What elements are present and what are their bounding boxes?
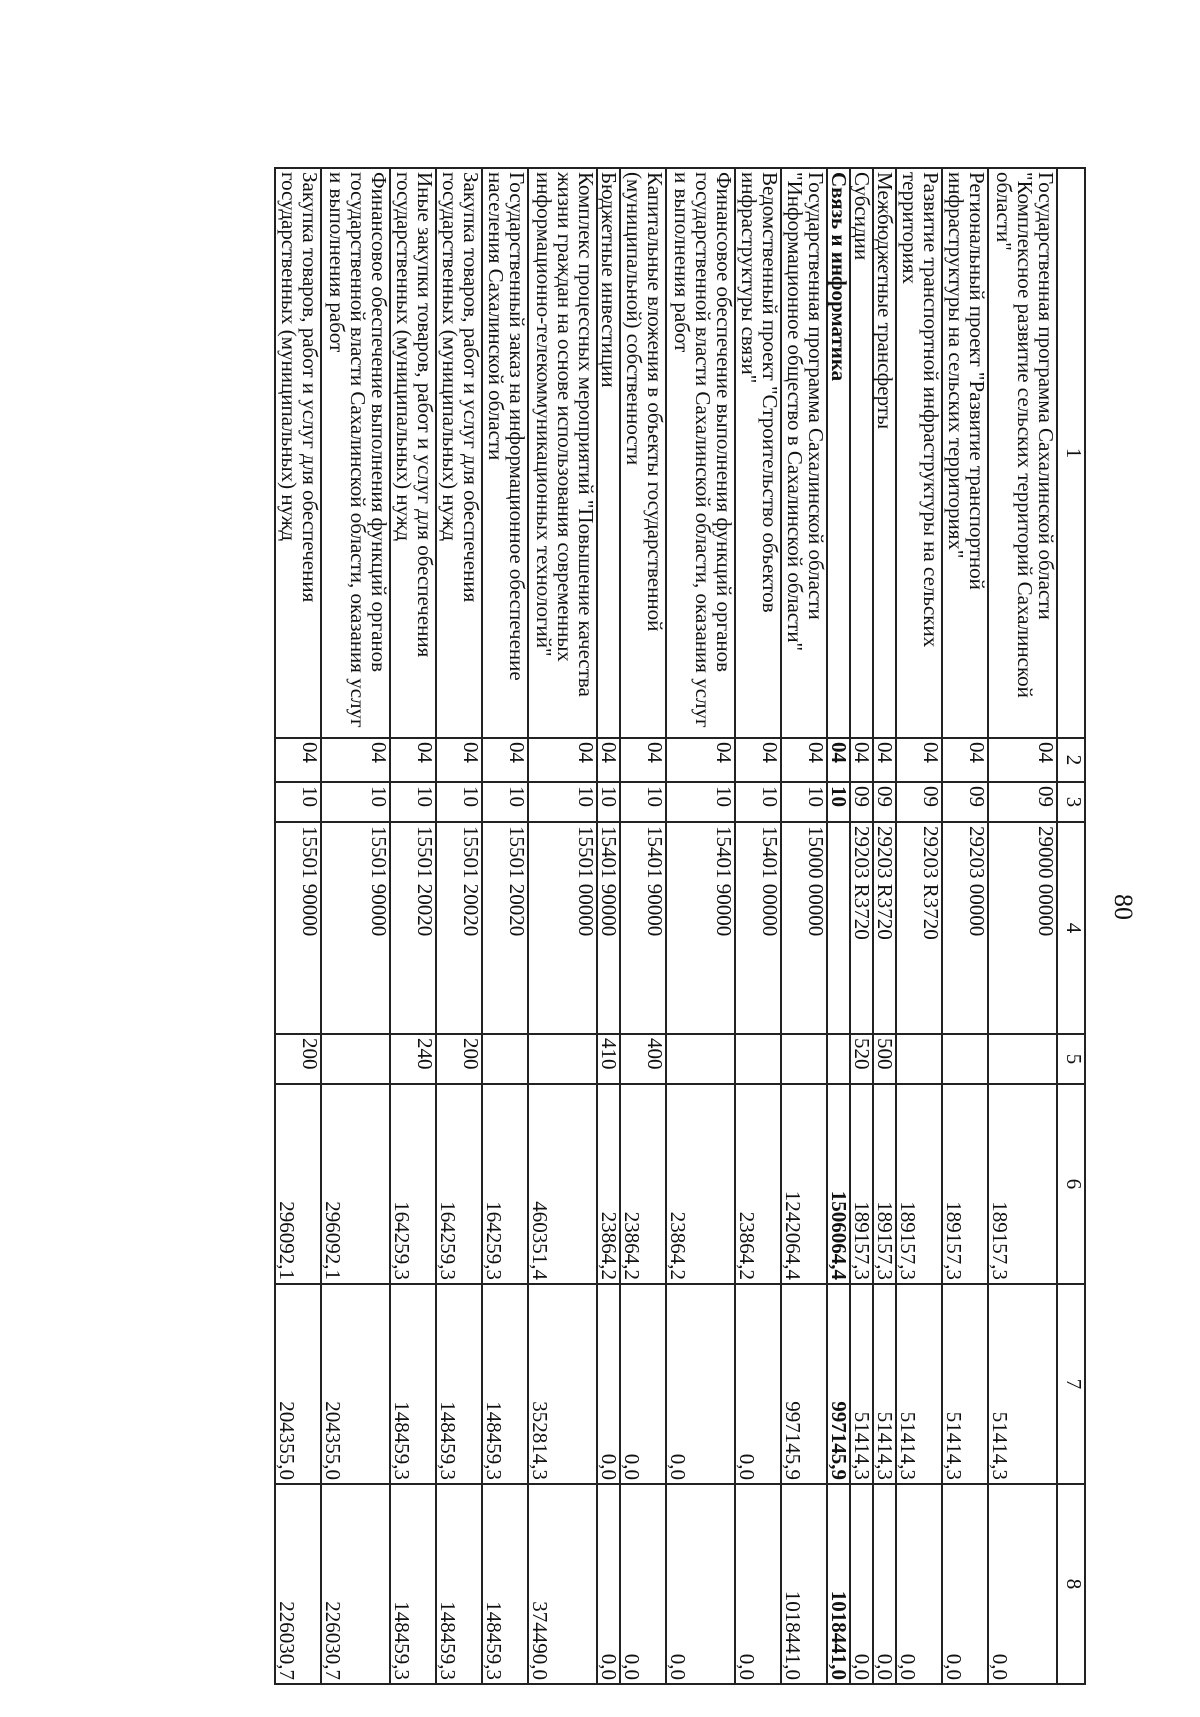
- row-name: Иные закупки товаров, работ и услуг для обеспечения государственных (муниципальных) нужд: [390, 168, 436, 738]
- page-number: 80: [1109, 894, 1138, 920]
- subsection-code: 10: [781, 782, 827, 822]
- column-header: 2: [1057, 738, 1085, 782]
- expense-type-code: 520: [850, 1034, 873, 1084]
- amount-year-3: 148459,3: [436, 1484, 482, 1684]
- amount-year-1: 164259,3: [436, 1084, 482, 1284]
- amount-year-2: 204355,0: [321, 1284, 390, 1484]
- subsection-code: 09: [942, 782, 988, 822]
- row-name: Бюджетные инвестиции: [597, 168, 620, 738]
- table-row: [620, 168, 666, 1684]
- column-header: 6: [1057, 1084, 1085, 1284]
- table-row: [666, 168, 735, 1684]
- target-article-code: 15401 90000: [597, 822, 620, 1034]
- row-name: Закупка товаров, работ и услуг для обеспечения государственных (муниципальных) нужд: [436, 168, 482, 738]
- subsection-code: 10: [666, 782, 735, 822]
- expense-type-code: 200: [436, 1034, 482, 1084]
- amount-year-1: 189157,3: [896, 1084, 942, 1284]
- expense-type-code: 410: [597, 1034, 620, 1084]
- target-article-code: 15401 90000: [620, 822, 666, 1034]
- expense-type-code: [896, 1034, 942, 1084]
- section-code: 04: [873, 738, 896, 782]
- amount-year-3: 1018441,0: [781, 1484, 827, 1684]
- subsection-code: 10: [436, 782, 482, 822]
- table-row: [321, 168, 390, 1684]
- row-name: Финансовое обеспечение выполнения функций органов государственной власти Сахалинской области, оказания услуг и выполнения работ: [321, 168, 390, 738]
- amount-year-3: 0,0: [988, 1484, 1057, 1684]
- target-article-code: 29000 00000: [988, 822, 1057, 1034]
- row-name: Развитие транспортной инфраструктуры на сельских территориях: [896, 168, 942, 738]
- amount-year-2: 51414,3: [850, 1284, 873, 1484]
- target-article-code: 15000 00000: [781, 822, 827, 1034]
- amount-year-2: 0,0: [620, 1284, 666, 1484]
- table-body: [275, 168, 1085, 1684]
- row-name: Субсидии: [850, 168, 873, 738]
- column-header: 1: [1057, 168, 1085, 738]
- row-name: Межбюджетные трансферты: [873, 168, 896, 738]
- amount-year-2: 148459,3: [436, 1284, 482, 1484]
- section-code: 04: [321, 738, 390, 782]
- amount-year-2: 51414,3: [896, 1284, 942, 1484]
- target-article-code: 15401 90000: [666, 822, 735, 1034]
- section-code: 04: [436, 738, 482, 782]
- expense-type-code: [321, 1034, 390, 1084]
- subsection-code: 09: [896, 782, 942, 822]
- amount-year-2: 148459,3: [390, 1284, 436, 1484]
- subsection-code: 10: [528, 782, 597, 822]
- amount-year-1: 1506064,4: [827, 1084, 850, 1284]
- amount-year-2: 204355,0: [275, 1284, 321, 1484]
- amount-year-3: 0,0: [666, 1484, 735, 1684]
- amount-year-1: 296092,1: [321, 1084, 390, 1284]
- row-name: Связь и информатика: [827, 168, 850, 738]
- table-header-row: [1057, 168, 1085, 1684]
- subsection-code: 09: [850, 782, 873, 822]
- row-name: Закупка товаров, работ и услуг для обеспечения государственных (муниципальных) нужд: [275, 168, 321, 738]
- expense-type-code: 500: [873, 1034, 896, 1084]
- amount-year-1: 164259,3: [482, 1084, 528, 1284]
- section-code: 04: [528, 738, 597, 782]
- expense-type-code: [528, 1034, 597, 1084]
- subsection-code: 10: [827, 782, 850, 822]
- amount-year-3: 0,0: [850, 1484, 873, 1684]
- section-code: 04: [988, 738, 1057, 782]
- section-code: 04: [597, 738, 620, 782]
- target-article-code: 15501 20020: [436, 822, 482, 1034]
- amount-year-2: 0,0: [597, 1284, 620, 1484]
- subsection-code: 10: [275, 782, 321, 822]
- target-article-code: 15401 00000: [735, 822, 781, 1034]
- row-name: Государственная программа Сахалинской области "Информационное общество в Сахалинской области": [781, 168, 827, 738]
- table-row: [873, 168, 896, 1684]
- target-article-code: 15501 00000: [528, 822, 597, 1034]
- row-name: Капитальные вложения в объекты государственной (муниципальной) собственности: [620, 168, 666, 738]
- amount-year-1: 1242064,4: [781, 1084, 827, 1284]
- amount-year-3: 0,0: [942, 1484, 988, 1684]
- subsection-code: 10: [482, 782, 528, 822]
- expense-type-code: [781, 1034, 827, 1084]
- amount-year-3: 226030,7: [321, 1484, 390, 1684]
- target-article-code: 15501 20020: [482, 822, 528, 1034]
- expense-type-code: [482, 1034, 528, 1084]
- amount-year-1: 189157,3: [988, 1084, 1057, 1284]
- table-row: [850, 168, 873, 1684]
- table-row: [275, 168, 321, 1684]
- expense-type-code: [827, 1034, 850, 1084]
- column-header: 3: [1057, 782, 1085, 822]
- amount-year-2: 0,0: [735, 1284, 781, 1484]
- table-row: [781, 168, 827, 1684]
- amount-year-3: 226030,7: [275, 1484, 321, 1684]
- subsection-code: 10: [321, 782, 390, 822]
- rotated-page: [82, 167, 1086, 1683]
- table-row: [436, 168, 482, 1684]
- amount-year-1: 189157,3: [942, 1084, 988, 1284]
- amount-year-2: 997145,9: [781, 1284, 827, 1484]
- section-code: 04: [850, 738, 873, 782]
- target-article-code: 29203 R3720: [896, 822, 942, 1034]
- amount-year-1: 23864,2: [620, 1084, 666, 1284]
- target-article-code: 15501 90000: [321, 822, 390, 1034]
- subsection-code: 10: [735, 782, 781, 822]
- row-name: Региональный проект "Развитие транспортной инфраструктуры на сельских территориях": [942, 168, 988, 738]
- table-row: [827, 168, 850, 1684]
- column-header: 4: [1057, 822, 1085, 1034]
- amount-year-3: 1018441,0: [827, 1484, 850, 1684]
- amount-year-1: 296092,1: [275, 1084, 321, 1284]
- expense-type-code: [735, 1034, 781, 1084]
- budget-table: [274, 167, 1086, 1685]
- amount-year-3: 148459,3: [390, 1484, 436, 1684]
- amount-year-1: 189157,3: [850, 1084, 873, 1284]
- table-row: [482, 168, 528, 1684]
- row-name: Финансовое обеспечение выполнения функций органов государственной власти Сахалинской области, оказания услуг и выполнения работ: [666, 168, 735, 738]
- subsection-code: 10: [597, 782, 620, 822]
- subsection-code: 10: [620, 782, 666, 822]
- amount-year-2: 352814,3: [528, 1284, 597, 1484]
- amount-year-3: 0,0: [597, 1484, 620, 1684]
- subsection-code: 10: [390, 782, 436, 822]
- section-code: 04: [620, 738, 666, 782]
- amount-year-2: 0,0: [666, 1284, 735, 1484]
- table-row: [896, 168, 942, 1684]
- table-row: [735, 168, 781, 1684]
- section-code: 04: [827, 738, 850, 782]
- target-article-code: 15501 20020: [390, 822, 436, 1034]
- column-header: 5: [1057, 1034, 1085, 1084]
- amount-year-1: 189157,3: [873, 1084, 896, 1284]
- section-code: 04: [482, 738, 528, 782]
- section-code: 04: [735, 738, 781, 782]
- column-header: 8: [1057, 1484, 1085, 1684]
- amount-year-1: 460351,4: [528, 1084, 597, 1284]
- amount-year-1: 164259,3: [390, 1084, 436, 1284]
- row-name: Ведомственный проект "Строительство объектов инфраструктуры связи": [735, 168, 781, 738]
- amount-year-2: 51414,3: [988, 1284, 1057, 1484]
- amount-year-3: 374490,0: [528, 1484, 597, 1684]
- section-code: 04: [781, 738, 827, 782]
- row-name: Комплекс процессных мероприятий "Повышение качества жизни граждан на основе использования современных информационно-телекоммуникационных технологий": [528, 168, 597, 738]
- amount-year-3: 0,0: [620, 1484, 666, 1684]
- amount-year-2: 51414,3: [873, 1284, 896, 1484]
- expense-type-code: 400: [620, 1034, 666, 1084]
- expense-type-code: 200: [275, 1034, 321, 1084]
- expense-type-code: [988, 1034, 1057, 1084]
- table-row: [597, 168, 620, 1684]
- section-code: 04: [896, 738, 942, 782]
- expense-type-code: [942, 1034, 988, 1084]
- table-row: [988, 168, 1057, 1684]
- amount-year-3: 148459,3: [482, 1484, 528, 1684]
- row-name: Государственный заказ на информационное обеспечение населения Сахалинской области: [482, 168, 528, 738]
- column-header: 7: [1057, 1284, 1085, 1484]
- amount-year-3: 0,0: [896, 1484, 942, 1684]
- amount-year-2: 148459,3: [482, 1284, 528, 1484]
- amount-year-2: 997145,9: [827, 1284, 850, 1484]
- expense-type-code: [666, 1034, 735, 1084]
- row-name: Государственная программа Сахалинской области "Комплексное развитие сельских территорий Сахалинской области": [988, 168, 1057, 738]
- section-code: 04: [390, 738, 436, 782]
- target-article-code: 29203 R3720: [850, 822, 873, 1034]
- target-article-code: [827, 822, 850, 1034]
- amount-year-3: 0,0: [735, 1484, 781, 1684]
- amount-year-1: 23864,2: [666, 1084, 735, 1284]
- target-article-code: 29203 R3720: [873, 822, 896, 1034]
- table-row: [390, 168, 436, 1684]
- target-article-code: 29203 00000: [942, 822, 988, 1034]
- section-code: 04: [942, 738, 988, 782]
- amount-year-2: 51414,3: [942, 1284, 988, 1484]
- subsection-code: 09: [988, 782, 1057, 822]
- subsection-code: 09: [873, 782, 896, 822]
- target-article-code: 15501 90000: [275, 822, 321, 1034]
- table-row: [528, 168, 597, 1684]
- amount-year-1: 23864,2: [597, 1084, 620, 1284]
- expense-type-code: 240: [390, 1034, 436, 1084]
- section-code: 04: [275, 738, 321, 782]
- section-code: 04: [666, 738, 735, 782]
- table-row: [942, 168, 988, 1684]
- amount-year-3: 0,0: [873, 1484, 896, 1684]
- amount-year-1: 23864,2: [735, 1084, 781, 1284]
